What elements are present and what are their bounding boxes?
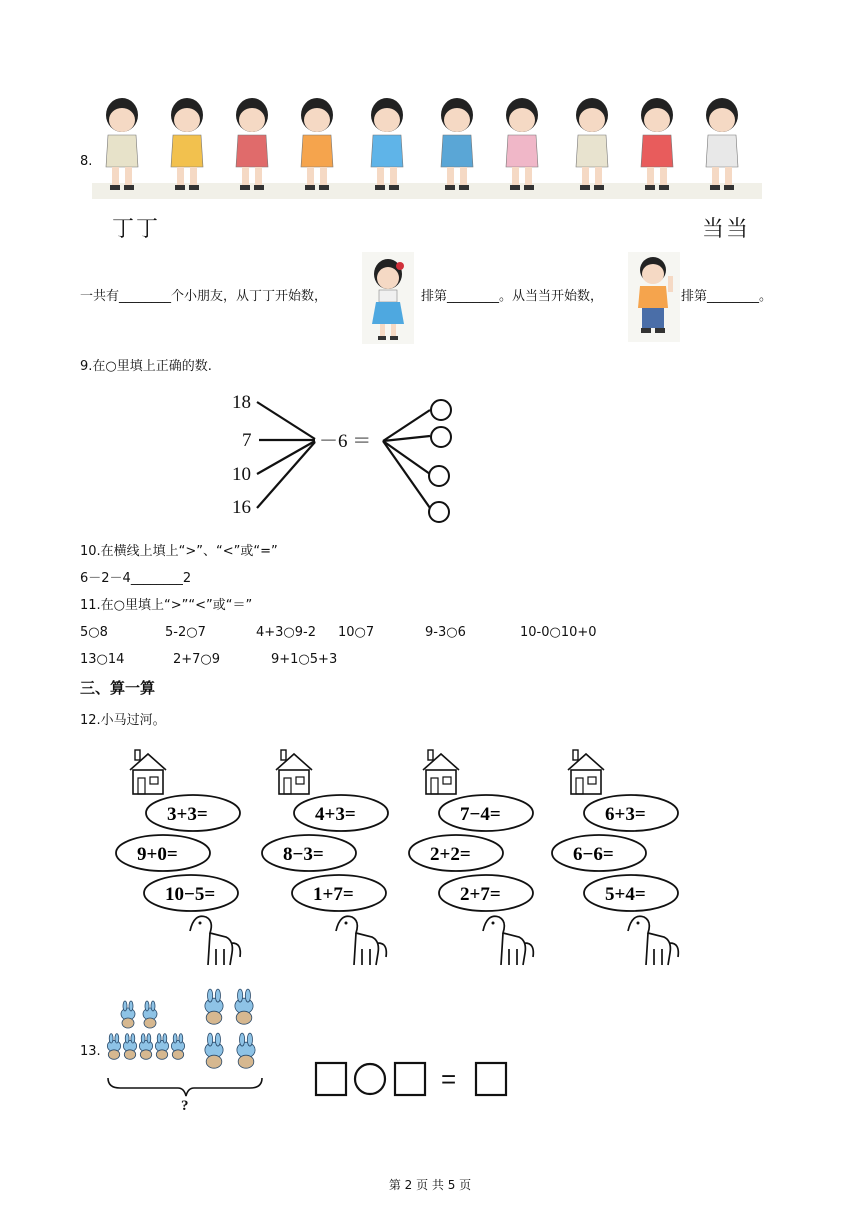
equation-text: 8−3= [283,844,324,865]
house-icon [568,750,604,794]
rabbit-icon [123,1034,136,1060]
operator-circle[interactable] [355,1064,385,1094]
q11-item: 4+3○9-2 [256,625,317,640]
equation-text: 5+4= [605,884,646,905]
equation-text: 6−6= [573,844,614,865]
q10-expression: 6－2－4________2 [80,571,192,586]
q13-rabbits-group-illustration [100,988,270,1113]
q8-sentence-part2: 排第________。从当当开始数， [421,289,604,304]
house-icon [130,750,166,794]
pony-icon [628,916,678,965]
rabbit-icon [205,1033,223,1068]
equation-stone[interactable] [116,835,210,871]
q11-item: 10○7 [338,625,375,640]
answer-circle-2[interactable] [431,427,451,447]
left-label-dingding: 丁丁 [112,216,161,241]
child-figure [506,98,538,190]
q8-sentence-part3: 排第________。 [681,289,773,304]
pony-icon [483,916,533,965]
answer-circle-1[interactable] [431,400,451,420]
equation-stone[interactable] [144,875,238,911]
right-label-dangdang: 当当 [702,216,751,241]
q13-equation-boxes [312,1060,512,1100]
equation-text: 2+7= [460,884,501,905]
equation-stone[interactable] [439,795,533,831]
q11-item: 9-3○6 [425,625,466,640]
rabbit-icon [237,1033,255,1068]
equation-stone[interactable] [294,795,388,831]
child-figure [171,98,203,190]
equation-stone[interactable] [409,835,503,871]
pony-icon [190,916,240,965]
rabbit-icon [107,1034,120,1060]
answer-box-1[interactable] [316,1063,346,1095]
q11-item: 13○14 [80,652,125,667]
q11-item: 5○8 [80,625,108,640]
q11-item: 5-2○7 [165,625,206,640]
equation-text: 3+3= [167,804,208,825]
equation-stone[interactable] [292,875,386,911]
equation-stone[interactable] [584,795,678,831]
child-figure [371,98,403,190]
q12-horse-crossing-river [95,745,685,975]
question-mark: ? [181,1098,189,1113]
equals-sign: = [441,1064,457,1094]
equation-stone[interactable] [439,875,533,911]
rabbit-icon [235,989,253,1024]
q12-title: 12.小马过河。 [80,713,166,728]
child-figure [236,98,268,190]
equation-stone[interactable] [146,795,240,831]
left-number-10: 10 [232,464,251,485]
rabbit-icon [205,989,223,1024]
girl-figure-inline [362,252,414,344]
equation-text: 7−4= [460,804,501,825]
child-figure [301,98,333,190]
q11-title: 11.在○里填上“>”“<”或“＝” [80,598,253,613]
equation-text: 10−5= [165,884,216,905]
left-number-7: 7 [242,430,252,451]
q9-number-fan-diagram [225,386,465,526]
rabbit-icon [139,1034,152,1060]
page-footer: 第 2 页 共 5 页 [388,1178,472,1192]
answer-circle-4[interactable] [429,502,449,522]
boy-figure-inline [628,252,680,342]
equation-text: 1+7= [313,884,354,905]
answer-box-2[interactable] [395,1063,425,1095]
child-figure [641,98,673,190]
q8-children-illustration [92,85,762,205]
equation-stone[interactable] [262,835,356,871]
equation-text: 9+0= [137,844,178,865]
q8-number: 8. [80,154,93,169]
child-figure [706,98,738,190]
q9-title: 9.在○里填上正确的数. [80,359,212,374]
minus-six-equals: －6 ＝ [319,431,372,452]
child-figure [106,98,138,190]
answer-box-result[interactable] [476,1063,506,1095]
q13-number: 13. [80,1044,101,1059]
section-heading: 三、算一算 [80,679,156,697]
equation-text: 2+2= [430,844,471,865]
equation-text: 6+3= [605,804,646,825]
q11-item: 9+1○5+3 [271,652,338,667]
equation-stone[interactable] [584,875,678,911]
child-figure [576,98,608,190]
rabbit-icon [143,1001,157,1028]
left-number-18: 18 [232,392,251,413]
house-icon [276,750,312,794]
child-figure [441,98,473,190]
pony-icon [336,916,386,965]
equation-text: 4+3= [315,804,356,825]
q11-item: 2+7○9 [173,652,221,667]
q8-sentence-part1: 一共有________个小朋友，从丁丁开始数， [80,289,328,304]
q10-title: 10.在横线上填上“>”、“<”或“=” [80,544,278,559]
equation-stone[interactable] [552,835,646,871]
house-icon [423,750,459,794]
rabbit-icon [121,1001,135,1028]
rabbit-icon [155,1034,168,1060]
q11-item: 10-0○10+0 [520,625,597,640]
rabbit-icon [171,1034,184,1060]
answer-circle-3[interactable] [429,466,449,486]
left-number-16: 16 [232,497,251,518]
